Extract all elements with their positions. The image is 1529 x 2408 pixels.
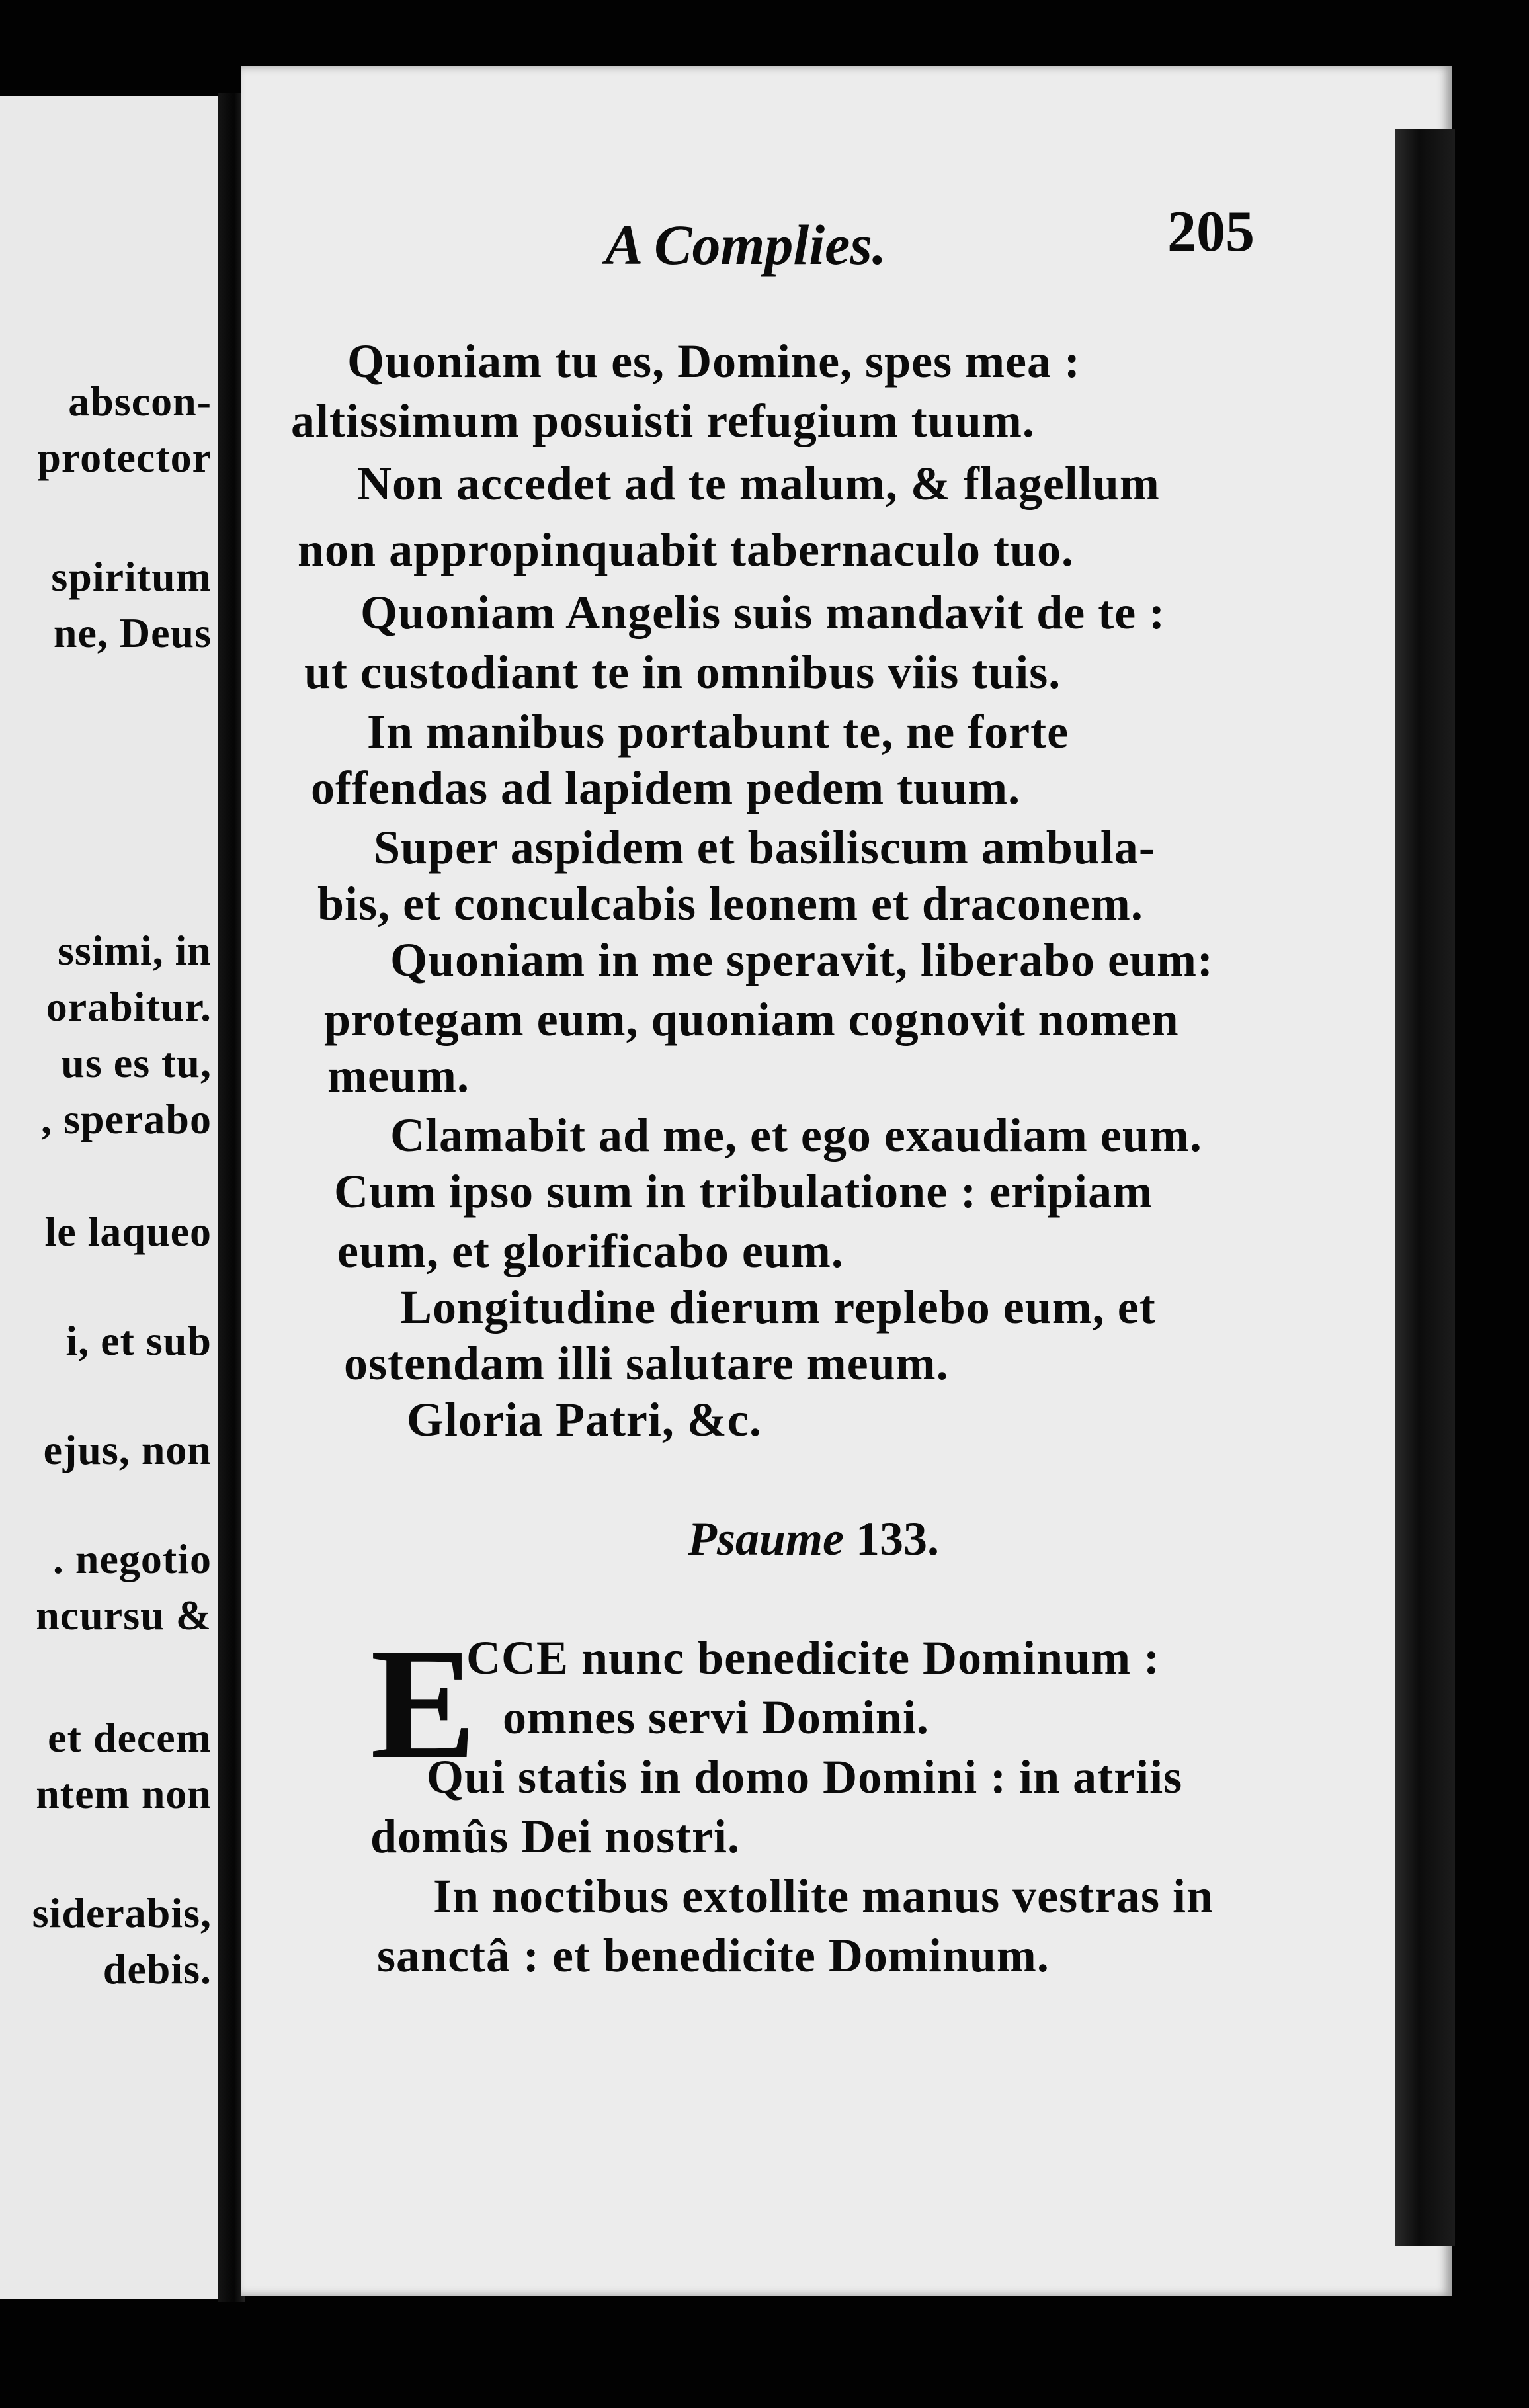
left-page-line: ejus, non — [43, 1426, 212, 1473]
text-line: Quoniam in me speravit, liberabo eum: — [390, 933, 1214, 986]
text-line: Qui statis in domo Domini : in atriis — [427, 1750, 1183, 1803]
left-page-line: spiritum — [51, 553, 212, 600]
text-line: omnes servi Domini. — [503, 1691, 929, 1744]
text-line: offendas ad lapidem pedem tuum. — [311, 761, 1021, 814]
text-line: altissimum posuisti refugium tuum. — [291, 394, 1035, 447]
running-head: A Complies. — [605, 213, 887, 277]
text-line: Super aspidem et basiliscum ambula- — [374, 821, 1155, 874]
text-line: Quoniam Angelis suis mandavit de te : — [360, 586, 1166, 639]
left-page-line: orabitur. — [46, 983, 212, 1030]
text-line: sanctâ : et benedicite Dominum. — [377, 1929, 1050, 1982]
text-line: protegam eum, quoniam cognovit nomen — [324, 993, 1179, 1046]
psalm-heading-word: Psaume — [688, 1512, 845, 1565]
text-line: ut custodiant te in omnibus viis tuis. — [304, 646, 1061, 699]
text-line: In manibus portabunt te, ne forte — [367, 705, 1069, 758]
text-line: CCE nunc benedicite Dominum : — [466, 1631, 1161, 1684]
left-page-line: abscon- — [68, 378, 212, 425]
text-line: Gloria Patri, &c. — [407, 1393, 762, 1446]
text-line: Cum ipso sum in tribulatione : eripiam — [334, 1165, 1153, 1218]
psalm-heading — [688, 1512, 939, 1567]
text-line: domûs Dei nostri. — [370, 1810, 741, 1863]
left-page-line: et decem — [48, 1714, 212, 1761]
left-page-line: protector — [37, 434, 212, 481]
text-line: bis, et conculcabis leonem et draconem. — [317, 877, 1143, 930]
book-gutter — [218, 93, 245, 2302]
text-line: meum. — [327, 1049, 470, 1102]
left-page-line: debis. — [103, 1946, 212, 1993]
page-edge-shadow — [1395, 129, 1455, 2246]
text-line: In noctibus extollite manus vestras in — [433, 1870, 1214, 1922]
left-page-line: le laqueo — [44, 1208, 212, 1255]
left-page-line: ncursu & — [36, 1592, 212, 1639]
page-number: 205 — [1167, 200, 1255, 264]
text-line: non appropinquabit tabernaculo tuo. — [298, 523, 1075, 576]
left-page-line: i, et sub — [65, 1317, 212, 1364]
psalm-heading-number: 133. — [856, 1512, 940, 1565]
text-line: Quoniam tu es, Domine, spes mea : — [347, 335, 1081, 388]
left-page-line: ntem non — [36, 1770, 212, 1817]
text-line: Non accedet ad te malum, & flagellum — [357, 457, 1160, 510]
text-line: eum, et glorificabo eum. — [337, 1225, 844, 1277]
left-page-line: . negotio — [52, 1535, 212, 1582]
left-page-line: siderabis, — [32, 1889, 212, 1936]
left-page-line: , sperabo — [41, 1096, 212, 1142]
text-line: ostendam illi salutare meum. — [344, 1337, 949, 1390]
text-line: Longitudine dierum replebo eum, et — [400, 1281, 1156, 1334]
left-page-line: us es tu, — [61, 1039, 212, 1086]
left-page-line: ssimi, in — [57, 927, 212, 974]
previous-page-fragment — [0, 96, 227, 2299]
text-line: Clamabit ad me, et ego exaudiam eum. — [390, 1109, 1202, 1162]
drop-cap: E — [370, 1615, 477, 1791]
left-page-line: ne, Deus — [53, 609, 212, 656]
